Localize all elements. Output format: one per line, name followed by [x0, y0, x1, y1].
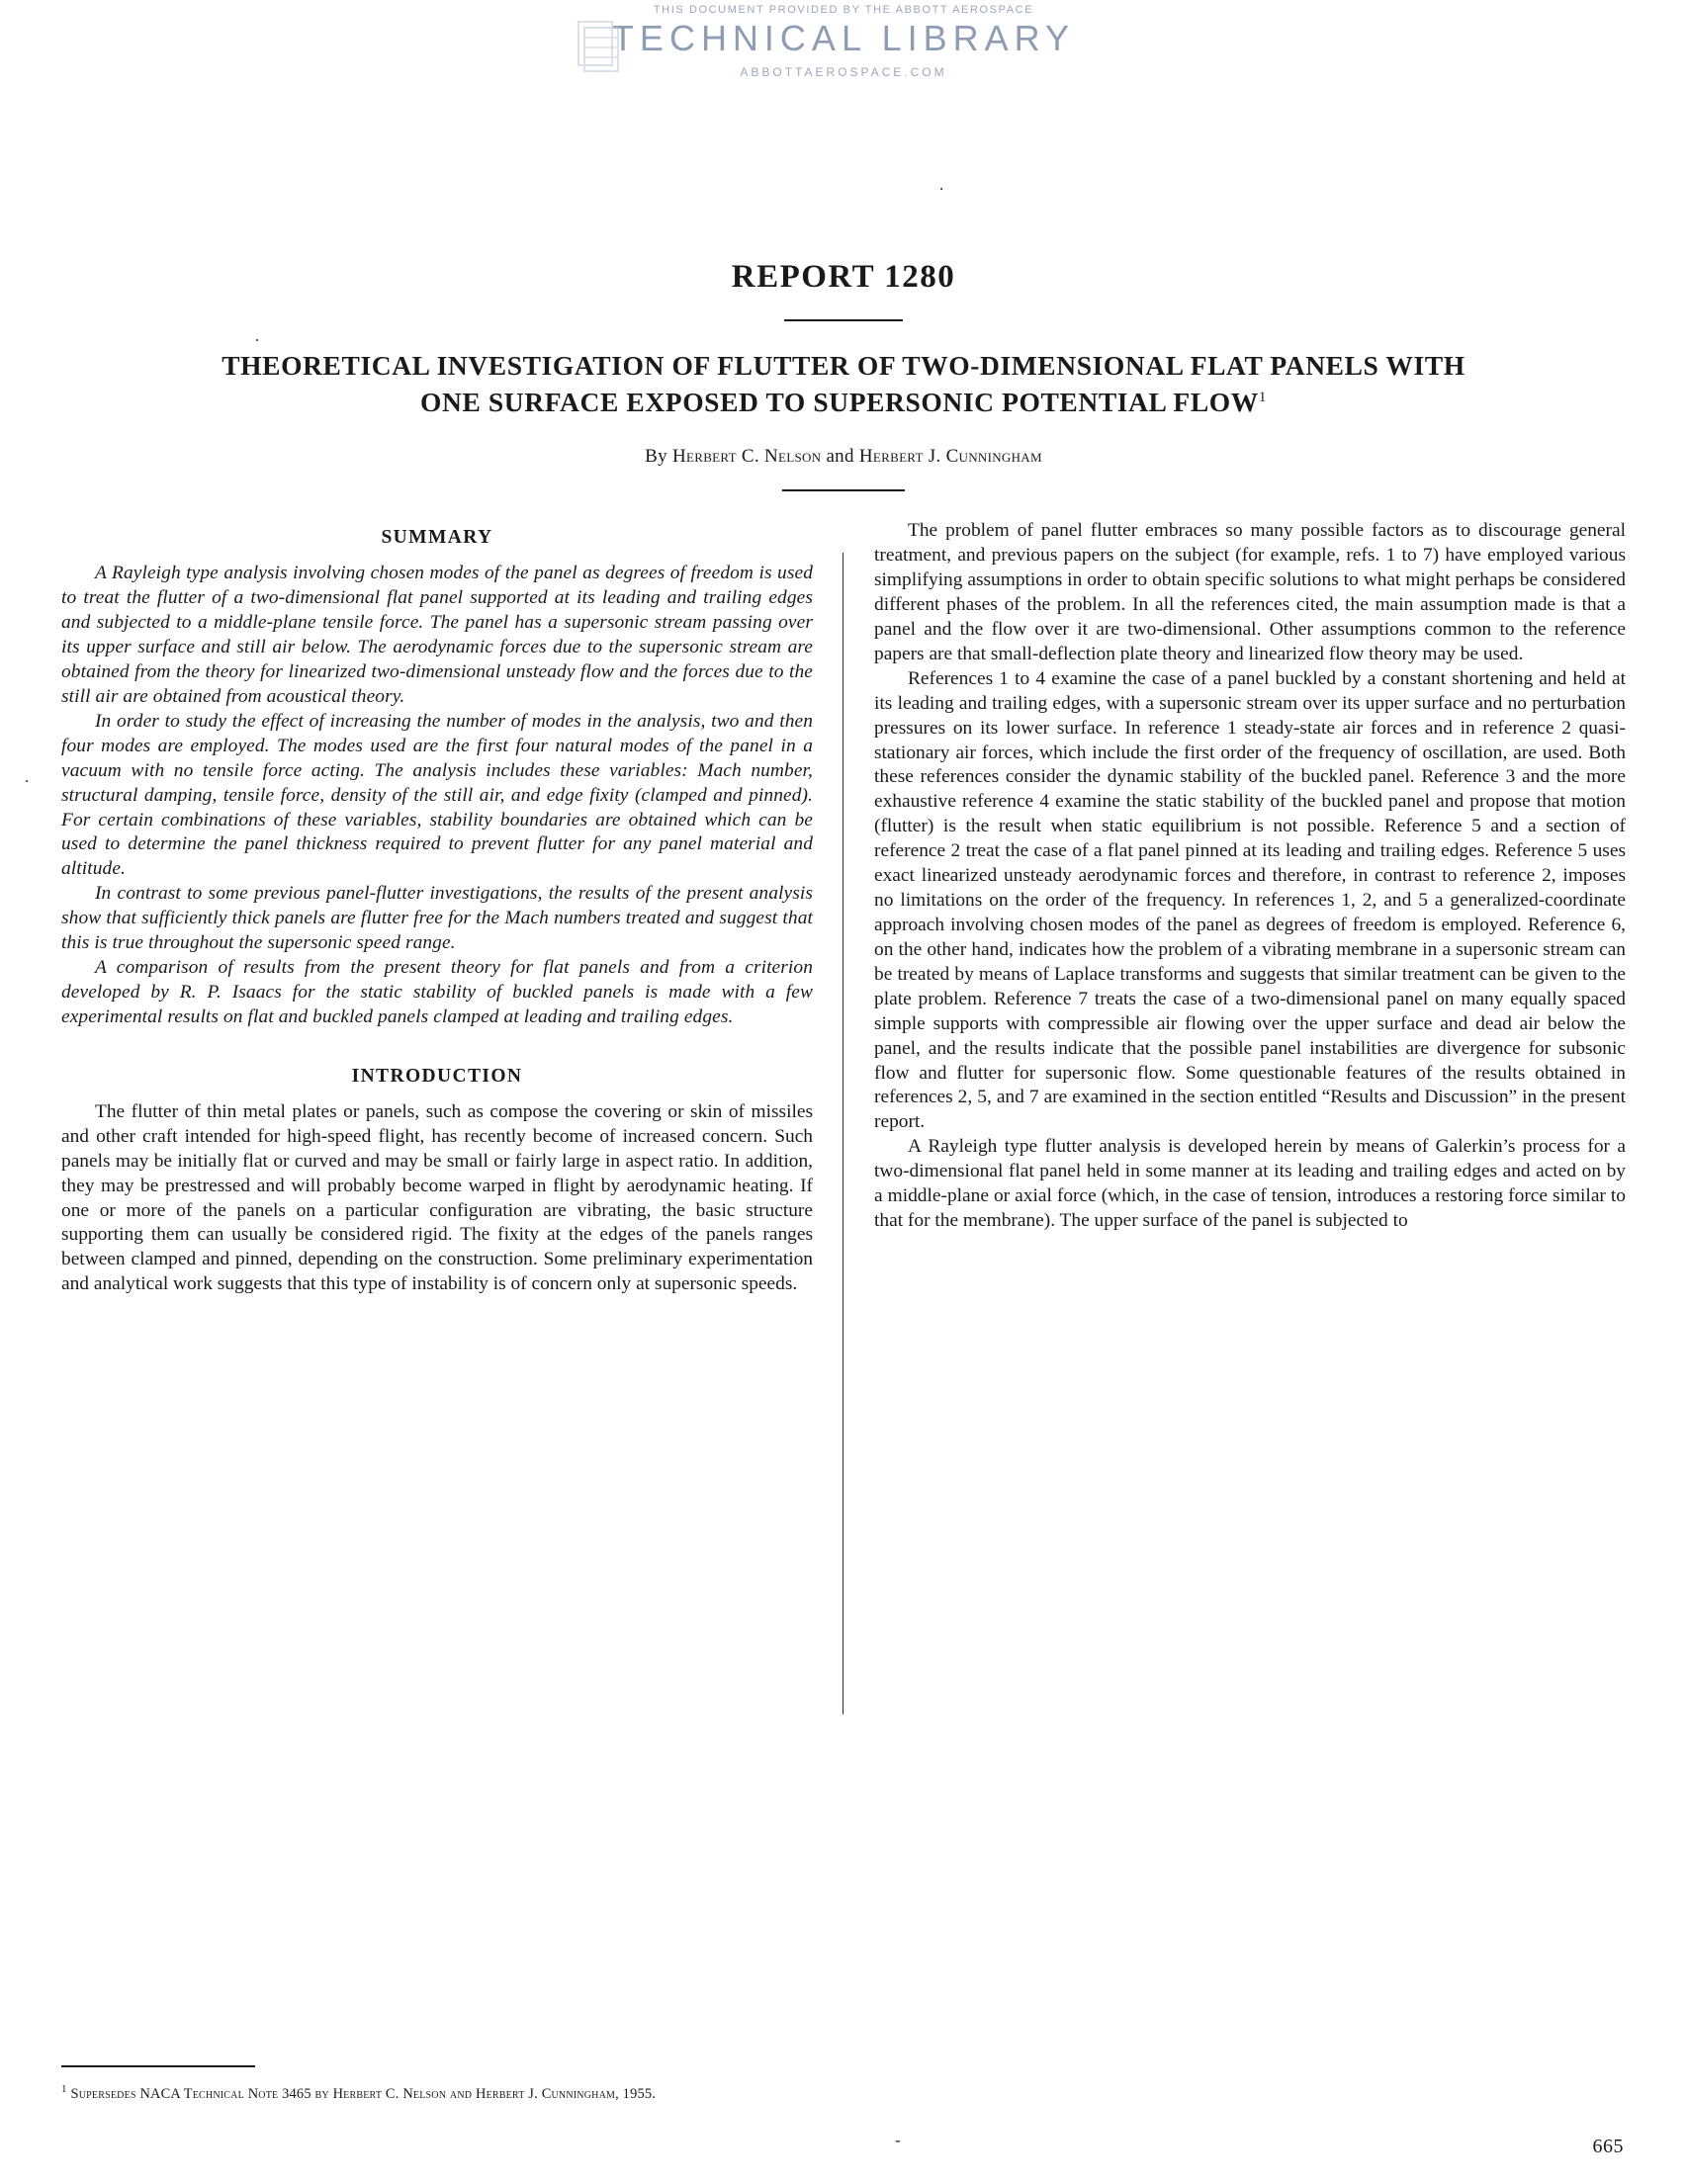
- introduction-heading: INTRODUCTION: [351, 1065, 523, 1087]
- summary-heading: SUMMARY: [381, 527, 493, 549]
- footnote-marker: 1: [61, 2083, 67, 2096]
- stray-mark-bottom: -: [895, 2131, 901, 2149]
- stray-mark-top: .: [255, 326, 260, 345]
- byline-conjunction: and: [826, 446, 854, 468]
- footnote-rule: [61, 2065, 255, 2067]
- summary-paragraph: A comparison of results from the present theory for flat panels and from a criterion developed by R. P. Isaacs for the static stability of buckled panels is made with a few experimental results on flat and buckled panels clamped at leading and trailing edges.: [61, 957, 813, 1027]
- report-number: REPORT 1280: [731, 259, 956, 295]
- body-paragraph: A Rayleigh type flutter analysis is developed herein by means of Galerkin’s process for a two-dimensional flat panel held in some manner at its leading and trailing edges and acted on by a middle-plane or axial force (which, in the case of tension, introduces a restoring force similar to that for the membrane). The upper surface of the panel is subjected to: [874, 1136, 1626, 1232]
- introduction-paragraph: The flutter of thin metal plates or panels, such as compose the covering or skin of missiles and other craft intended for high-speed flight, has recently become of increased concern. Such panels may be initially flat or curved and may be small or fairly large in aspect ratio. In addition, they may be prestressed and will probably become warped in flight by aerodynamic heating. If one or more of the panels on a particular configuration are vibrating, the basic structure supporting them can usually be considered rigid. The fixity at the edges of the panels ranges between clamped and pinned, depending on the construction. Some preliminary experimentation and analytical work suggests that this type of instability is of concern only at supersonic speeds.: [61, 1100, 813, 1295]
- column-divider: [843, 553, 844, 1714]
- summary-paragraph: In contrast to some previous panel-flutter investigations, the results of the present analysis show that sufficiently thick panels are flutter free for the Mach numbers treated and suggest that this is true throughout the supersonic speed range.: [61, 883, 813, 954]
- stray-mark-left: .: [25, 767, 30, 786]
- page-title: [61, 347, 1626, 420]
- footnote-text: Supersedes NACA Technical Note 3465 by Herbert C. Nelson and Herbert J. Cunningham, 1955.: [70, 2086, 657, 2102]
- right-column: [843, 519, 1626, 1297]
- title-footnote-marker: 1: [1258, 389, 1267, 405]
- byline: [61, 446, 1626, 468]
- summary-paragraph: In order to study the effect of increasing the number of modes in the analysis, two and then four modes are employed. The modes used are the first four natural modes of the panel in a vacuum with no tensile force acting. The analysis includes these variables: Mach number, structural damping, tensile force, density of the still air, and edge fixity (clamped and pinned). For certain combinations of these variables, stability boundaries are obtained which can be used to determine the panel thickness required to prevent flutter for any panel material and altitude.: [61, 710, 813, 880]
- watermark-url: ABBOTTAEROSPACE.COM: [740, 65, 947, 79]
- rule-under-report-number: [784, 319, 903, 321]
- author-1: Herbert C. Nelson: [671, 446, 822, 468]
- summary-text: [61, 562, 813, 1030]
- body-paragraph: References 1 to 4 examine the case of a panel buckled by a constant shortening and held at its leading and trailing edges, with a supersonic stream over its upper surface and no perturbation pressures on its lower surface. In reference 1 steady-state air forces and in reference 2 quasi-stationary air forces, which include the first order of the frequency of oscillation, are used. Both these references consider the dynamic stability of the buckled panel. Reference 3 and the more exhaustive reference 4 examine the static stability of the buckled panel and propose that motion (flutter) is the result when static equilibrium is not possible. Reference 5 and a section of reference 2 treat the case of a flat panel pinned at its leading and trailing edges. Reference 5 uses exact linearized unsteady aerodynamic forces and therefore, in contrast to reference 2, imposes no limitations on the order of the frequency. In references 1, 2, and 5 a generalized-coordinate approach involving chosen modes of the panel as degrees of freedom is employed. Reference 6, on the other hand, indicates how the problem of a vibrating membrane in a supersonic stream can be treated by means of Laplace transforms and suggests that similar treatment can be given to the plate problem. Reference 7 treats the case of a two-dimensional panel on many equally spaced simple supports with compressible air flowing over the upper surface and dead air below the panel, and the results indicate that the possible panel instabilities are divergence for subsonic flow and flutter for supersonic flow. Some questionable features of the results obtained in references 2, 5, and 7 are examined in the section entitled “Results and Discussion” in the present report.: [874, 667, 1626, 1133]
- left-column: [61, 519, 843, 1297]
- body-columns: [61, 519, 1626, 1297]
- watermark-title: TECHNICAL LIBRARY: [611, 18, 1076, 58]
- summary-paragraph: A Rayleigh type analysis involving chosen modes of the panel as degrees of freedom is used to treat the flutter of a two-dimensional flat panel supported at its leading and trailing edges and subjected to a middle-plane tensile force. The panel has a supersonic stream passing over its upper surface and still air below. The aerodynamic forces due to the supersonic stream are obtained from the theory for linearized two-dimensional unsteady flow and the forces due to the still air are obtained from acoustical theory.: [61, 563, 813, 707]
- page-title-line-1: THEORETICAL INVESTIGATION OF FLUTTER OF TWO-DIMENSIONAL FLAT PANELS WITH: [222, 350, 1465, 381]
- rule-under-byline: [782, 489, 905, 491]
- body-paragraph: The problem of panel flutter embraces so many possible factors as to discourage general treatment, and previous papers on the subject (for example, refs. 1 to 7) have employed various simplifying assumptions in order to obtain specific solutions to what might perhaps be considered different phases of the problem. In all the references cited, the main assumption made is that a panel and the flow over it are two-dimensional. Other assumptions common to the reference papers are that small-deflection plate theory and linearized flow theory may be used.: [874, 520, 1626, 664]
- stray-mark-center: .: [939, 175, 944, 194]
- byline-prefix: By: [645, 446, 667, 468]
- watermark-top-line: THIS DOCUMENT PROVIDED BY THE ABBOTT AEROSPACE: [653, 4, 1034, 16]
- page-title-line-2: ONE SURFACE EXPOSED TO SUPERSONIC POTENTIAL FLOW: [420, 387, 1259, 418]
- page-number: 665: [1592, 2136, 1624, 2157]
- author-2: Herbert J. Cunningham: [858, 446, 1042, 468]
- footnote: [61, 2083, 951, 2103]
